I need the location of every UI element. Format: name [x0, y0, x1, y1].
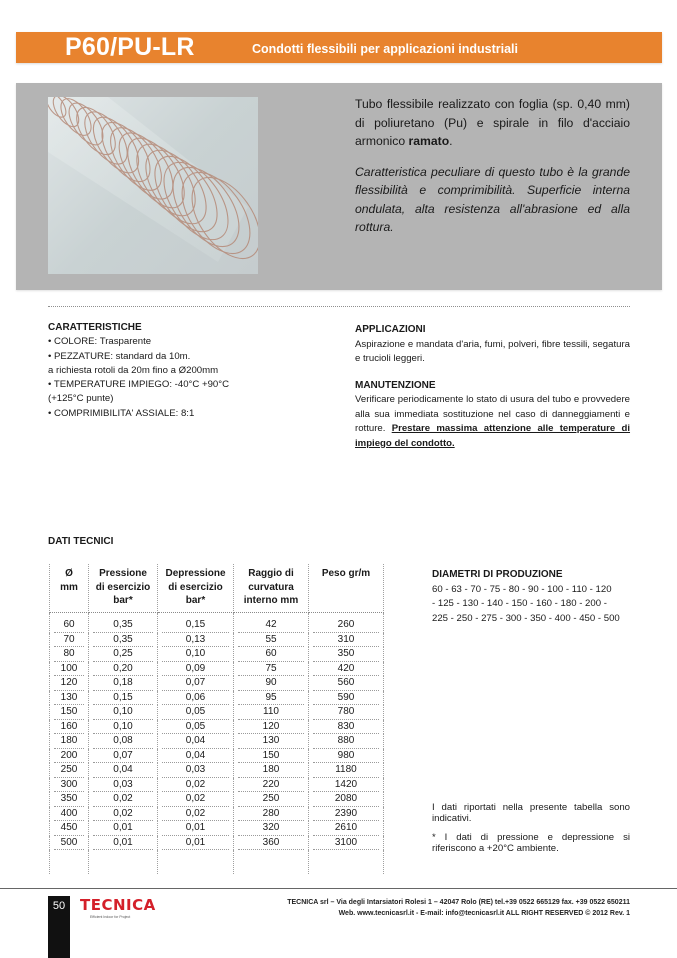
table-cell: 60: [234, 647, 309, 662]
table-notes: [432, 802, 630, 862]
table-cell: 280: [234, 807, 309, 822]
table-cell: 0,02: [158, 792, 234, 807]
company-logo: [80, 896, 160, 919]
table-cell: 42: [234, 613, 309, 633]
table-cell: 500: [50, 836, 89, 851]
applications-title: APPLICAZIONI: [355, 324, 426, 335]
table-cell: 0,05: [158, 705, 234, 720]
table-cell: 0,07: [158, 676, 234, 691]
table-row: [50, 633, 384, 648]
table-cell: 120: [50, 676, 89, 691]
table-row: [50, 613, 384, 633]
company-address: TECNICA srl – Via degli Intarsiatori Rolesi 1 – 42047 Rolo (RE) tel.+39 0522 665129 fax. +39 0522 650211: [287, 899, 630, 906]
table-cell: 150: [234, 749, 309, 764]
table-cell: 0,35: [89, 633, 158, 648]
table-cell: 360: [234, 836, 309, 851]
maintenance-title: MANUTENZIONE: [355, 379, 436, 391]
table-cell: 0,01: [89, 821, 158, 836]
logo-tagline: Efficient Indoor for Project: [90, 915, 131, 919]
applications-section: [355, 323, 630, 451]
table-cell: 0,04: [158, 749, 234, 764]
table-cell: 0,10: [89, 720, 158, 735]
table-cell: 55: [234, 633, 309, 648]
table-cell: 830: [309, 720, 384, 735]
table-cell: 350: [309, 647, 384, 662]
table-cell: 880: [309, 734, 384, 749]
table-cell: 0,20: [89, 662, 158, 677]
table-cell: 0,13: [158, 633, 234, 648]
table-cell: 250: [50, 763, 89, 778]
table-cell: 0,10: [158, 647, 234, 662]
table-row: [50, 647, 384, 662]
table-cell: 250: [234, 792, 309, 807]
diameters-line: 60 - 63 - 70 - 75 - 80 - 90 - 100 - 110 - 120: [432, 583, 612, 595]
characteristic-line: • TEMPERATURE IMPIEGO: -40°C +90°C: [48, 379, 230, 391]
table-cell: 110: [234, 705, 309, 720]
table-cell: 350: [50, 792, 89, 807]
table-cell: 160: [50, 720, 89, 735]
table-cell: 980: [309, 749, 384, 764]
table-cell: 0,01: [158, 836, 234, 851]
col-diameter: Ø mm: [50, 564, 89, 613]
table-cell: 310: [309, 633, 384, 648]
table-cell: 0,15: [158, 613, 234, 633]
diameters-title: DIAMETRI DI PRODUZIONE: [432, 569, 563, 580]
table-cell: 0,02: [89, 792, 158, 807]
table-cell: 75: [234, 662, 309, 677]
table-cell: 70: [50, 633, 89, 648]
table-cell: 0,07: [89, 749, 158, 764]
table-row: [50, 778, 384, 793]
table-cell: 80: [50, 647, 89, 662]
table-cell: 0,02: [158, 778, 234, 793]
table-cell: 3100: [309, 836, 384, 851]
table-filler-row: [50, 850, 384, 874]
material-highlight: ramato: [408, 134, 450, 148]
table-cell: 95: [234, 691, 309, 706]
maintenance-warning: Prestare massima attenzione alle temperature di impiego del condotto.: [355, 423, 631, 449]
table-cell: 0,02: [158, 807, 234, 822]
page-number: 50: [48, 896, 70, 958]
feature-paragraph: Caratteristica peculiare di questo tubo è la grande flessibilità e comprimibilità. Superficie interna ondulata, alta resistenza all'abrasione ed alla rottura.: [355, 164, 630, 234]
table-cell: 90: [234, 676, 309, 691]
diameters-line: - 125 - 130 - 140 - 150 - 160 - 180 - 200 -: [432, 598, 607, 609]
table-row: [50, 836, 384, 851]
table-cell: 0,10: [89, 705, 158, 720]
table-row: [50, 763, 384, 778]
table-row: [50, 720, 384, 735]
table-cell: 2080: [309, 792, 384, 807]
table-cell: 0,08: [89, 734, 158, 749]
table-cell: 0,25: [89, 647, 158, 662]
table-cell: 200: [50, 749, 89, 764]
table-cell: 420: [309, 662, 384, 677]
table-cell: 0,18: [89, 676, 158, 691]
table-cell: 130: [50, 691, 89, 706]
table-cell: 1180: [309, 763, 384, 778]
col-bend-radius: Raggio di curvatura interno mm: [234, 564, 309, 613]
indicative-note: I dati riportati nella presente tabella sono indicativi.: [432, 802, 630, 824]
product-subtitle: Condotti flessibili per applicazioni industriali: [252, 42, 518, 56]
table-cell: 180: [234, 763, 309, 778]
product-photo: [48, 97, 258, 274]
table-cell: 0,01: [158, 821, 234, 836]
table-cell: 150: [50, 705, 89, 720]
table-cell: 300: [50, 778, 89, 793]
table-cell: 180: [50, 734, 89, 749]
hose-illustration-icon: [48, 97, 258, 274]
logo-wordmark: TECNICA: [80, 896, 156, 914]
table-cell: 0,15: [89, 691, 158, 706]
table-cell: 60: [50, 613, 89, 633]
characteristic-line: (+125°C punte): [48, 393, 114, 405]
table-cell: 0,04: [89, 763, 158, 778]
table-cell: 2610: [309, 821, 384, 836]
table-row: [50, 691, 384, 706]
table-cell: 0,09: [158, 662, 234, 677]
table-cell: 260: [309, 613, 384, 633]
table-cell: 120: [234, 720, 309, 735]
table-cell: 0,04: [158, 734, 234, 749]
product-description: [355, 95, 630, 249]
table-cell: 0,05: [158, 720, 234, 735]
table-cell: 400: [50, 807, 89, 822]
diameters-line: 225 - 250 - 275 - 300 - 350 - 400 - 450 - 500: [432, 612, 620, 624]
table-cell: 0,03: [89, 778, 158, 793]
technical-data-table: [49, 564, 384, 874]
table-cell: 0,02: [89, 807, 158, 822]
table-cell: 320: [234, 821, 309, 836]
table-row: [50, 676, 384, 691]
table-row: [50, 807, 384, 822]
characteristics-section: [48, 321, 298, 421]
table-cell: 450: [50, 821, 89, 836]
table-cell: 0,35: [89, 613, 158, 633]
characteristic-line: a richiesta rotoli da 20m fino a Ø200mm: [48, 364, 219, 376]
hero-panel: [16, 83, 662, 290]
table-row: [50, 734, 384, 749]
table-row: [50, 821, 384, 836]
table-cell: 1420: [309, 778, 384, 793]
characteristic-line: • PEZZATURE: standard da 10m.: [48, 350, 191, 362]
table-row: [50, 792, 384, 807]
table-cell: 0,01: [89, 836, 158, 851]
technical-data-title: DATI TECNICI: [48, 536, 114, 547]
table-cell: 780: [309, 705, 384, 720]
description-paragraph: Tubo flessibile realizzato con foglia (sp. 0,40 mm) di poliuretano (Pu) e spirale in filo d'acciaio armonico ramato.: [355, 97, 630, 148]
table-cell: 2390: [309, 807, 384, 822]
characteristic-line: • COMPRIMIBILITA' ASSIALE: 8:1: [48, 407, 195, 419]
col-pressure: Pressione di esercizio bar*: [89, 564, 158, 613]
table-cell: 0,03: [158, 763, 234, 778]
footer-divider: [0, 888, 677, 889]
table-cell: 590: [309, 691, 384, 706]
characteristic-line: • COLORE: Trasparente: [48, 336, 152, 348]
table-cell: 0,06: [158, 691, 234, 706]
table-row: [50, 662, 384, 677]
footnote: * I dati di pressione e depressione si riferiscono a +20°C ambiente.: [432, 832, 630, 854]
table-row: [50, 749, 384, 764]
company-web-contact: Web. www.tecnicasrl.it - E-mail: info@tecnicasrl.it ALL RIGHT RESERVED © 2012 Rev. 1: [338, 909, 630, 917]
table-cell: 220: [234, 778, 309, 793]
product-code: P60/PU-LR: [65, 33, 195, 61]
section-divider: [48, 306, 630, 307]
title-bar: [16, 32, 662, 63]
company-info: [200, 898, 630, 919]
production-diameters-section: [432, 568, 632, 626]
characteristics-title: CARATTERISTICHE: [48, 322, 142, 333]
col-weight: Peso gr/m: [309, 564, 384, 613]
table-cell: 130: [234, 734, 309, 749]
col-depression: Depressione di esercizio bar*: [158, 564, 234, 613]
table-cell: 100: [50, 662, 89, 677]
applications-text: Aspirazione e mandata d'aria, fumi, polveri, fibre tessili, segatura e trucioli leggeri.: [355, 338, 630, 364]
maintenance-text: Verificare periodicamente lo stato di usura del tubo e provvedere alla sua immediata sostituzione nel caso di danneggiamenti e rotture. Prestare massima attenzione alle temperature di impiego del condotto.: [355, 394, 631, 449]
table-row: [50, 705, 384, 720]
table-cell: 560: [309, 676, 384, 691]
table-header-row: [50, 564, 384, 613]
